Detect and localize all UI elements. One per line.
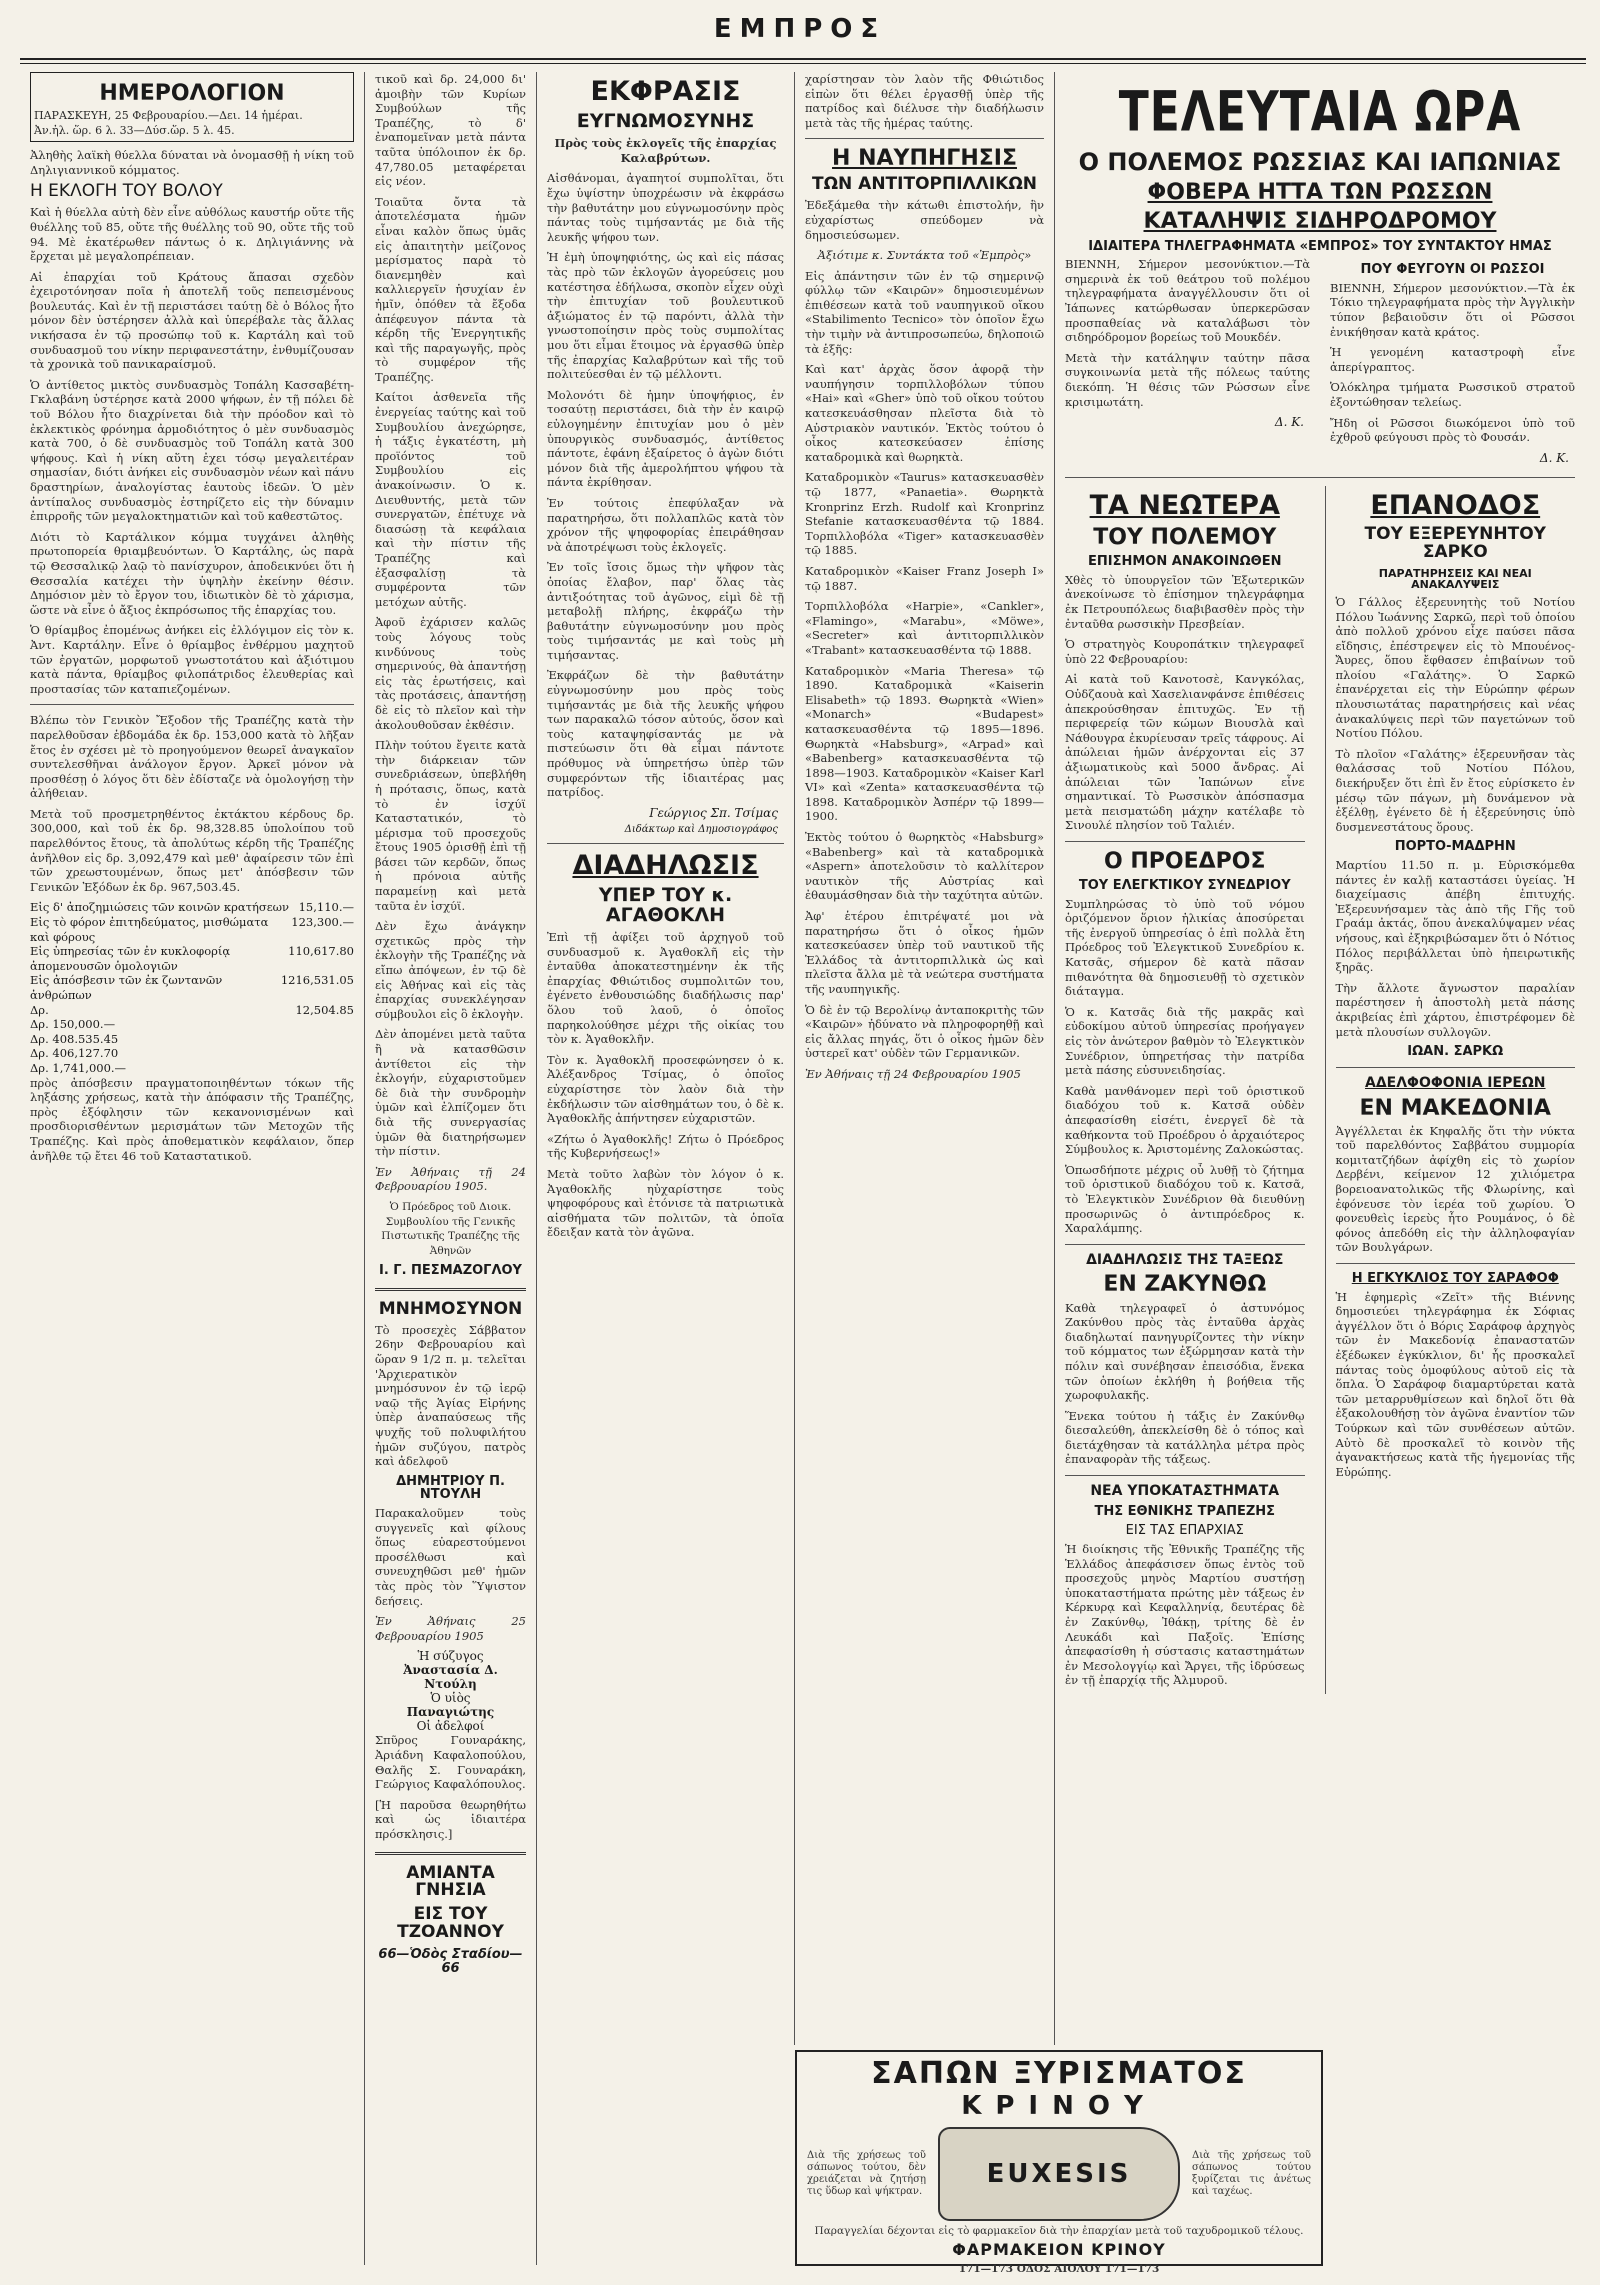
election-p3: Ὁ ἀντίθετος μικτὸς συνδυασμὸς Τοπάλη Κασσαβέτη-Γκλαβάνη ὑστέρησε κατὰ 2000 ψήφων, ἐν τῇ πόλει δὲ τοῦ Βόλου ἦτο διαχρίνεται διὰ τὴν πρόοδον καὶ τὸ ἐκλεκτικὸς φρόνημα ἀρμοδιότητος ὁ μὲν συνδυασμὸς κατὰ 700, ὁ δὲ συνδυασμὸς τοῦ Τοπάλη κατὰ 300 ψήφους. Καὶ ἡ νίκη αὕτη ἐχει τόσῳ μεγαλειτέραν σημασίαν, διότι ἀνήκει εἰς συνδυασμὸν νέων καὶ πάνυ δραστηρίων, ἀναλογίστας ἑαυτοὺς ἰδεῶν. Ὁ μὲν ἀντίπαλος συνδυασμὸς ἐστηρίζετο εἰς τὴν δύναμιν ἐπιρροῆς τῶν μεγαλοκτηματιῶν καὶ τοῦ καθεστῶτος. — [30, 377, 354, 524]
divider — [1336, 1263, 1576, 1264]
war-p2: Μετὰ τὴν κατάληψιν ταύτην πᾶσα συγκοινωνία μετὰ τῆς πόλεως ταύτης διεκόπη. Ἡ θέσις τῶν Ρώσσων εἶνε κρισιμωτάτη. — [1065, 350, 1310, 409]
railway-title: ΚΑΤΑΛΗΨΙΣ ΣΙΔΗΡΟΔΡΟΜΟΥ — [1143, 209, 1497, 235]
shipbuilding-intro: Ἐδεξάμεθα τὴν κάτωθι ἐπιστολήν, ἣν εὐχαρίστως σπεύδομεν νὰ δημοσιεύσωμεν. — [805, 198, 1044, 242]
soap-ad-body — [807, 2127, 1311, 2221]
war-title: Ο ΠΟΛΕΜΟΣ ΡΩΣΣΙΑΣ ΚΑΙ ΙΑΠΩΝΙΑΣ — [1078, 148, 1562, 177]
demonstration-p10: Μετὰ τοῦτο λαβὼν τὸν λόγον ὁ κ. Ἀγαθοκλῆς ηὐχαρίστησε τοὺς ψηφοφόρους καὶ ἐτόνισε τὰ πατριωτικὰ αἰσθήματα τῶν πολιτῶν, τὰ ὁποῖα ἔδειξαν κατὰ τὸν ἀγῶνα. — [547, 1166, 784, 1240]
memorial-note: [Ἡ παροῦσα θεωρηθήτω καὶ ὡς ἰδιαιτέρα πρόσκλησις.] — [375, 1797, 526, 1841]
bank-cont-p1: τικοῦ καὶ δρ. 24,000 δι' ἀμοιβὴν τῶν Κυρίων Συμβούλων τῆς Τραπέζης, τὸ δ' ἐναπομεῖναν μετὰ πάντα ταῦτα ὑπόλοιπον ἐκ δρ. 47,780.05 μεταφέρεται εἰς νέον. — [375, 72, 526, 189]
demonstration-title-2: ΥΠΕΡ ΤΟΥ κ. ΑΓΑΘΟΚΛΗ — [598, 884, 733, 927]
memorial-place: Ἐν Ἀθήναις 25 Φεβρουαρίου 1905 — [375, 1614, 526, 1643]
demonstration-p9: «Ζήτω ὁ Ἀγαθοκλῆς! Ζήτω ὁ Πρόεδρος τῆς Κυβερνήσεως!» — [547, 1131, 784, 1161]
soap-ad-left: Διὰ τῆς χρήσεως τοῦ σάπωνος τούτου, δὲν χρειάζεται νὰ ζητήσῃ τις ὕδωρ καὶ ψήκτραν. — [807, 2150, 926, 2197]
defeat-title: ΦΟΒΕΡΑ ΗΤΤΑ ΤΩΝ ΡΩΣΣΩΝ — [1147, 180, 1493, 206]
lower-col-left — [1065, 486, 1305, 1694]
election-p4: Διότι τὸ Καρτάλικον κόμμα τυγχάνει ἀληθὴς πρωτοπορεία θριαμβευόντων. Ὁ Καρτάλης, ὡς παρὰ τῷ Θεσσαλικῷ λαῷ τὸ πανίσχυρον, ἀποδεικνύει ὅτι ἡ Θεσσαλία κατέχει τὴν ὑψηλὴν ἐκείνην θέσιν. Δημόσιον μὲν τὸ ἔργον του, ἰδιωτικὸν δὲ τὸ χάρισμα, ὥστε νὰ εἶνε ὁ ἄξιος ἐκπρόσωπος τῆς ἐπαρχίας του. — [30, 529, 354, 617]
return-title-3: ΠΑΡΑΤΗΡΗΣΕΙΣ ΚΑΙ ΝΕΑΙ ΑΝΑΚΑΛΥΨΕΙΣ — [1378, 566, 1532, 592]
gratitude-title-2: ΕΥΓΝΩΜΟΣΥΝΗΣ — [576, 110, 755, 133]
flee-title: ΠΟΥ ΦΕΥΓΟΥΝ ΟΙ ΡΩΣΣΟΙ — [1360, 262, 1545, 278]
soap-ad-foot: Παραγγελίαι δέχονται εἰς τὸ φαρμακεῖον διὰ τὴν ἐπαρχίαν μετὰ τοῦ ταχυδρομικοῦ τέλους. — [814, 2225, 1304, 2237]
divider — [375, 1288, 526, 1291]
shipbuilding-title: Η ΝΑΥΠΗΓΗΣΙΣ — [832, 146, 1017, 172]
bank-p6: Βλέπω τὸν Γενικὸν Ἔξοδον τῆς Τραπέζης κατὰ τὴν παρελθοῦσαν ἑβδομάδα ἐκ δρ. 153,000 κατὰ τὸ λῆξαν ἔτος ἐν σχέσει μὲ τὸ προηγούμενον θεωρεῖ ἀναγκαῖον συντελεσθῆναι ἀνάλογον ἔργον. Ἀρκεῖ μόνον νὰ προσθέσῃ ὁ λόγος ὅτι δὲν ἐδίσταζε νὰ ὁμολογήσῃ τὴν ἀλήθειαν. — [30, 713, 354, 801]
divider — [1336, 1067, 1576, 1068]
bank-branches-p12: Ἡ διοίκησις τῆς Ἐθνικῆς Τραπέζης τῆς Ἑλλάδος ἀπεφάσισεν ὅπως ἐντὸς τοῦ προσεχοῦς μηνὸς Μαρτίου συστήσῃ ὑποκαταστήματα πρώτης μὲν τάξεως ἐν Κέρκυρᾳ καὶ Κεφαλληνίᾳ, δευτέρας δὲ ἐν Ζακύνθῳ, Ἰθάκῃ, τρίτης δὲ ἐν Λευκάδι καὶ Παξοῖς. Ἐπίσης ἀπεφασίσθη ἡ σύστασις καταστημάτων ἐν Μεσολογγίῳ καὶ Ἄργει, τῆς ἱδρύσεως ἐν τῇ ἐπαρχίᾳ τῆς Ἀλμυροῦ. — [1065, 1542, 1305, 1688]
president-title-2: ΤΟΥ ΕΛΕΓΚΤΙΚΟΥ ΣΥΝΕΔΡΙΟΥ — [1078, 878, 1291, 894]
porto-p8: Τὴν ἄλλοτε ἄγνωστον παραλίαν παρέστησεν ἡ ἀποστολὴ μετὰ πάσης ἀκριβείας ἐπὶ χάρτου, ἐπιστρέφομεν δὲ μετὰ πλουσίων συλλογῶν. — [1335, 980, 1575, 1039]
amianta-ad-title: ΑΜΙΑΝΤΑ ΓΝΗΣΙΑ — [406, 1862, 495, 1901]
divider — [547, 843, 784, 844]
demonstration-p7: Ἐπὶ τῇ ἀφίξει τοῦ ἀρχηγοῦ τοῦ συνδυασμοῦ κ. Ἀγαθοκλῆ εἰς τὴν ἐνταῦθα ἀποκατεστημένην ἐκ τῆς ἐπαρχίας Φθιώτιδος συμπολιτῶν του, ἐγένετο ἐνθουσιώδης διαδήλωσις παρ' ὅλου τοῦ λαοῦ, ὁ ὁποῖος παρηκολούθησε μέχρι τῆς οἰκίας του τὸν κ. Ἀγαθοκλῆν. — [547, 930, 784, 1047]
war-col-right — [1330, 257, 1575, 469]
lower-row — [1065, 486, 1575, 1694]
divider — [1065, 1244, 1305, 1245]
bank-branches-title: ΝΕΑ ΥΠΟΚΑΤΑΣΤΗΜΑΤΑ — [1090, 1483, 1280, 1500]
calendar-quote: Ἀληθὴς λαϊκὴ θύελλα δύναται νὰ ὀνομασθῇ ἡ νίκη τοῦ Δηλιγιαννικοῦ κόμματος. — [30, 148, 354, 177]
shipbuilding-p9: Ὁ δὲ ἐν τῷ Βερολίνῳ ἀνταποκριτὴς τῶν «Καιρῶν» ἠδύνατο νὰ πληροφορηθῇ καὶ εἰς ἄλλας πηγάς, ὅτι ὁ οἶκος ἡμῶν δὲν ὑστερεῖ κατ' οὐδὲν τῶν Γερμανικῶν. — [805, 1002, 1044, 1061]
flee-p3: Ὁλόκληρα τμήματα Ρωσσικοῦ στρατοῦ ἐξοντώθησαν τελείως. — [1330, 380, 1575, 409]
fratricide-title: ΑΔΕΛΦΟΦΟΝΙΑ ΙΕΡΕΩΝ — [1364, 1074, 1546, 1091]
soap-ad-address: 171—173 ΟΔΟΣ ΑΙΟΛΟΥ 171—173 — [958, 2263, 1160, 2275]
column-4 — [1055, 72, 1585, 2045]
ledger-row: Δρ. 408.535.45 — [30, 1031, 119, 1046]
bank-signer-title: Ὁ Πρόεδρος τοῦ Διοικ. Συμβουλίου τῆς Γενικῆς Πιστωτικῆς Τραπέζης τῆς Ἀθηνῶν — [381, 1200, 520, 1257]
memorial-name: ΔΗΜΗΤΡΙΟΥ Π. ΝΤΟΥΛΗ — [396, 1473, 505, 1503]
news-title-2: ΤΟΥ ΠΟΛΕΜΟΥ — [1093, 525, 1277, 551]
masthead — [0, 0, 1600, 60]
return-title-2: ΤΟΥ ΕΞΕΡΕΥΝΗΤΟΥ ΣΑΡΚΟ — [1364, 524, 1546, 562]
gratitude-p6: Ἐκφράζων δὲ τὴν βαθυτάτην εὐγνωμοσύνην μου πρὸς τοὺς τιμήσαντάς με διὰ τῆς λευκῆς ψήφου των παρακαλῶ τόσον αὐτούς, ὅσον καὶ τοὺς καταψηφίσαντάς με νὰ πιστεύωσιν ὅτι θὰ εἶμαι πάντοτε πρόθυμος νὰ ὑπηρετήσω ὑπὲρ τῶν συμφερόντων τῆς ἰδιαιτέρας μας πατρίδος. — [547, 668, 784, 800]
president-p7: Ὁ κ. Κατσᾶς διὰ τῆς μακρᾶς καὶ εὐδοκίμου αὐτοῦ ὑπηρεσίας προήγαγεν εἰς τὸν ἀνώτερον βαθμὸν τὸ Ἐλεγκτικὸν Συνέδριον, ὑπηρετήσας τὴν πατρίδα μετὰ πάσης εὐσυνειδησίας. — [1065, 1004, 1305, 1078]
ledger-row: Δρ. 1,741,000.— — [30, 1060, 127, 1075]
bank-cont-p3: Καίτοι ἀσθενεῖα τῆς ἐνεργείας ταύτης καὶ τοῦ Συμβουλίου ἀνεχώρησε, ἡ τάξις ἐγκατέστη, μὴ προϊόντος τοῦ Συμβουλίου εἰς ἀνακοίνωσιν. Ὁ κ. Διευθυντής, μετὰ τῶν συνεργατῶν, ἐπέτυχε νὰ διασώσῃ τὰ κεφάλαια καὶ τὴν πίστιν τῆς Τραπέζης καὶ ἐξασφαλίσῃ τὰ συμφέροντα τῶν μετόχων αὐτῆς. — [375, 390, 526, 609]
soap-brand: EUXESIS — [986, 2159, 1132, 2189]
divider — [1065, 1475, 1305, 1476]
bank-cont-p6: Δὲν ἔχω ἀνάγκην σχετικῶς πρὸς τὴν ἐκλογὴν τῆς Τραπέζης νὰ εἴπω ἀπόψεων, ἐν τῷ δὲ εἰς Ἀθήνας καὶ εἰς τὰς ἐπαρχίας συνεκλέγησαν σύμβουλοι εἰς ὃ ἐκλογὴν. — [375, 919, 526, 1021]
soap-ad — [795, 2050, 1323, 2275]
bank-cont-p7: Δὲν ἀπομένει μετὰ ταῦτα ἢ νὰ κατασθῶσιν ἀντίθετοι εἰς τὴν ἐκλογήν, εὐχαριστοῦμεν δὲ διὰ τὴν συνδρομὴν ὑμῶν καὶ ἐλπίζομεν ὅτι διὰ τῆς συνεργασίας ὑμῶν θὰ διατηρήσωμεν τὴν πίστιν. — [375, 1027, 526, 1159]
memorial-text2: Παρακαλοῦμεν τοὺς συγγενεῖς καὶ φίλους ὅπως εὐαρεστούμενοι προσέλθωσι καὶ συνευχηθῶσι μεθ' ἡμῶν τὰς πρὸς τὸν Ὕψιστον δεήσεις. — [375, 1506, 526, 1608]
soap-tube-icon — [938, 2127, 1180, 2221]
gratitude-signature: Γεώργιος Σπ. Τσίμας — [649, 805, 778, 820]
ledger-row: Δρ. 12,504.85 — [30, 1002, 354, 1017]
calendar-title: ΗΜΕΡΟΛΟΓΙΟΝ — [99, 81, 285, 106]
bank-branches-title-2: ΤΗΣ ΕΘΝΙΚΗΣ ΤΡΑΠΕΖΗΣ — [1094, 1503, 1276, 1519]
news-title: ΤΑ ΝΕΩΤΕΡΑ — [1089, 489, 1280, 521]
memorial-wife-label: Ἡ σύζυγος — [417, 1649, 484, 1664]
war-p1-sig: Δ. Κ. — [1274, 415, 1304, 430]
shipbuilding-p5: Τορπιλλοβόλα «Harpie», «Cankler», «Flamingo», «Marabu», «Möwe», «Secreter» καὶ ἀντιτορπιλλικὸν «Trabant» κατασκευασθέντα τῷ 1888. — [805, 599, 1044, 657]
bank-cont-p5: Πλὴν τούτου ἔγειτε κατὰ τὴν διάρκειαν τῶν συνεδριάσεων, ὑπεβλήθη ἡ πρότασις, ὅπως, κατὰ τὸ ἐν ἰσχύϊ Καταστατικόν, τὸ μέρισμα τοῦ προσεχοῦς ἔτους 1905 ὁρισθῇ ἐπὶ τῇ βάσει τῶν κερδῶν, ὅπως ἡ πρόνοια αὐτῆς παραμείνῃ καὶ μετὰ ταῦτα ἐν ἰσχύϊ. — [375, 738, 526, 913]
news-title-3: ΕΠΙΣΗΜΟΝ ΑΝΑΚΟΙΝΩΘΕΝ — [1088, 554, 1282, 570]
president-p9: Ὁπωσδήποτε μέχρις οὗ λυθῇ τὸ ζήτημα τοῦ ὁριστικοῦ διαδόχου τοῦ κ. Κατσᾶ, τὸ Ἐλεγκτικὸν Συνέδριον θὰ διευθύνῃ προσωρινῶς ὁ ἀντιπρόεδρος κ. Χαραλάμπης. — [1065, 1162, 1305, 1236]
shipbuilding-p6: Καταδρομικὸν «Maria Theresa» τῷ 1890. Καταδρομικὰ «Kaiserin Elisabeth» τῷ 1893. Θωρηκτὰ «Wien» «Monarch» «Budapest» κατασκευασθέντα τῷ 1895—1896. Θωρηκτὰ «Habsburg», «Arpad» καὶ «Babenberg» κατασκευασθέντα τῷ 1898—1903. Καταδρομικὸν «Kaiser Karl VI» καὶ «Zenta» κατασκευασθέντα τῷ 1898. Καταδρομικὸν Ἀσπέρν τῷ 1899—1900. — [805, 663, 1044, 824]
bank-p7: Μετὰ τοῦ προσμετρηθέντος ἐκτάκτου κέρδους δρ. 300,000, καὶ τοῦ ἐκ δρ. 98,328.85 ὑπολοίπου τοῦ παρελθόντος ἔτους, τὰ ἀπολύτως κέρδη τῆς Τραπέζης ἀνῆλθον εἰς δρ. 3,092,479 καὶ μεθ' ἀφαίρεσιν τῶν ἐπὶ τῶν χρεωστουμένων, ὅπως μετ' ἀπόσβεσιν τῶν Γενικῶν Ἐξόδων ἐκ δρ. 967,503.45. — [30, 806, 354, 894]
bank-place-date: Ἐν Ἀθήναις τῇ 24 Φεβρουαρίου 1905. — [375, 1164, 526, 1194]
bank-p8: πρὸς ἀπόσβεσιν πραγματοποιηθέντων τόκων τῆς ληξάσης χρήσεως, κατὰ τὴν ἀπόφασιν τῆς Τραπέζης, πρὸς ἐξόφλησιν τῶν κεκανονισμένων καὶ προσδιορισθέντων μερισμάτων τῶν Μετοχῶν τῆς Τραπέζης. Καὶ πρὸς ἀποθεματικὸν κεφάλαιον, ὅπερ ἀνῆλθε τῷ ἔτει 46 τοῦ Καταστατικοῦ. — [30, 1075, 354, 1163]
gratitude-p3: Μολονότι δὲ ἡμην ὑποψήφιος, ἐν τοσαύτῃ περιστάσει, διὰ τὴν ἐν καιρῷ εὐλογημένην ἐπιτυχίαν μου ὁ μὲν ὑπουργικὸς συνδυασμός, ἀντίθετος πάντοτε, ἐφάνη ἐξαίρετος ὁ ἀγὼν διότι μόνον διὰ τῆς ἀμερολήπτου ψήφου τὰ πάντα ἐκρίθησαν. — [547, 387, 784, 490]
news-p3: Χθὲς τὸ ὑπουργεῖον τῶν Ἐξωτερικῶν ἀνεκοίνωσε τὸ ἐπίσημον τηλεγράφημα ἐκ Πετρουπόλεως διαβιβασθὲν πρὸς τὴν ἐνταῦθα ρωσσικὴν Πρεσβείαν. — [1065, 572, 1305, 631]
memorial-son-label: Ὁ υἱὸς — [430, 1691, 471, 1706]
memorial-son: Παναγιώτης — [406, 1705, 495, 1720]
election-p2: Αἱ ἐπαρχίαι τοῦ Κράτους ἅπασαι σχεδὸν ἐχειροτόνησαν ποῖα ἡ ἀποτελῆ τοῦς πεπεισμένους βουλευτάς. Καὶ ἐν τῇ περιστάσει ταύτῃ δὲ ὁ Βόλος ἦτο μόνον δὲν ὑστέρησεν ἀλλὰ καὶ ὑπερέβαλε τὰς ἄλλας νικήσασα ἐν τῷ προσώπῳ τοῦ κ. Καρτάλη καὶ τοῦ συνδυασμοῦ του νίκην περιφανεστάτην, ἐνθυμίζουσαν τὰ χρονικὰ τοῦ πανικαραίσμοῦ. — [30, 269, 354, 372]
demonstration-p8: Τὸν κ. Ἀγαθοκλῆ προσεφώνησεν ὁ κ. Ἀλέξανδρος Τσίμας, ὁ ὁποῖος εὐχαρίστησε τὸν λαὸν διὰ τὴν ἐκδήλωσιν τῶν αἰσθημάτων του, ὁ δὲ κ. Ἀγαθοκλῆς ἀπήντησεν εὐχαριστῶν. — [547, 1052, 784, 1126]
ledger-row: Εἰς δ' ἀποζημιώσεις τῶν κοινῶν κρατήσεων 15,110.— — [30, 900, 354, 915]
porto-sig: ΙΩΑΝ. ΣΑΡΚΩ — [1407, 1044, 1504, 1060]
shipbuilding-p1: Εἰς ἀπάντησιν τῶν ἐν τῷ σημερινῷ φύλλῳ τῶν «Καιρῶν» δημοσιευμένων ἐπιθέσεων κατὰ τοῦ ναυπηγικοῦ οἴκου «Stabilimento Tecnico» τὸν ὁποῖον ἔχω τὴν τιμὴν νὰ ἀντιπροσωπεύω, δηλοποιῶ τὰ ἑξῆς: — [805, 268, 1044, 356]
president-p6: Συμπληρώσας τὸ ὑπὸ τοῦ νόμου ὁριζόμενον ὅριον ἡλικίας ἀποσύρεται τῆς ἐνεργοῦ ὑπηρεσίας ὁ ἐπὶ πολλὰ ἔτη Πρόεδρος τοῦ Ἐλεγκτικοῦ Συνεδρίου κ. Κατσᾶς, σήμερον δὲ κατὰ πᾶσαν πιθανότητα θὰ δημοσιευθῇ τὸ σχετικὸν διάταγμα. — [1065, 896, 1305, 999]
divider — [30, 704, 354, 705]
ledger-row: Δρ. 150,000.— — [30, 1017, 116, 1032]
sarafov-p10: Ἡ ἐφημερὶς «Ζεῖτ» τῆς Βιέννης δημοσιεύει τηλεγράφημα ἐκ Σόφιας ἀγγέλλον ὅτι ὁ Βόρις Σαράφοφ ἀρχηγὸς τῶν ἐν Μακεδονίᾳ ἐπαναστατῶν ἐξέδωκεν ἐγκύκλιον, δι' ἧς προσκαλεῖ πάντας τοὺς ὁμοφύλους αὐτοῦ εἰς τὰ ὅπλα. Ὁ Σαράφοφ διαμαρτύρεται κατὰ τῶν μεταρρυθμίσεων καὶ δηλοῖ ὅτι θὰ ἐξακολουθήσῃ τὸν ἀγῶνα ἐναντίον τῶν Τούρκων καὶ τῶν συνθέσεων αὐτῶν. Αὐτὸ δὲ προσκαλεῖ τὸ κοινὸν τῆς ἀγανακτήσεως κατὰ τῆς ἡγεμονίας τῆς Εὐρώπης. — [1335, 1289, 1575, 1479]
calendar-box — [30, 72, 354, 142]
election-p5: Ὁ θρίαμβος ἐπομένως ἀνήκει εἰς ἐλλόγιμον εἰς τὸν κ. Ἀντ. Καρτάλην. Εἶνε ὁ θρίαμβος ἐνθέρμου μαχητοῦ τῶν ἐργατῶν, μορφωτοῦ γνωστοτάτου καὶ ἀξιότιμου κατὰ πάντα, θρίαμβος φιλοπάτριδος ἐλευθερίας καὶ προστασίας τῶν καταπιεζομένων. — [30, 623, 354, 696]
calendar-sun: Ἀν.ἡλ. ὥρ. 6 λ. 33—Δύσ.ὥρ. 5 λ. 45. — [34, 123, 235, 137]
divider — [1065, 477, 1575, 478]
newspaper-name: ΕΜΠΡΟΣ — [713, 14, 887, 44]
memorial-wife: Ἀναστασία Δ. Ντούλη — [403, 1663, 498, 1692]
lower-col-right — [1325, 486, 1576, 1694]
porto-title: ΠΟΡΤΟ-ΜΑΔΡΗΝ — [1394, 839, 1516, 855]
column-3b — [795, 72, 1055, 2045]
bank-signer: Ι. Γ. ΠΕΣΜΑΖΟΓΛΟΥ — [379, 1263, 522, 1279]
shipbuilding-addr: Ἀξιότιμε κ. Συντάκτα τοῦ «Ἐμπρὸς» — [817, 248, 1032, 263]
shipbuilding-p7: Ἐκτὸς τούτου ὁ θωρηκτὸς «Habsburg» «Babenberg» καὶ τὰ καταδρομικὰ «Aspern» ἀποτελοῦσιν τὸ καλλίτερον ναυτικὸν τῆς Αὐστρίας καὶ ἐθαυμάσθησαν διὰ τὴν ταχύτητα αὐτῶν. — [805, 830, 1044, 903]
return-p5: Ὁ Γάλλος ἐξερευνητὴς τοῦ Νοτίου Πόλου Ἰωάννης Σαρκῶ, περὶ τοῦ ὁποίου ἀπὸ πολλοῦ χρόνου εἶχε παύσει πᾶσα εἴδησις, ἐπέστρεψεν εἰς τὸ Μπουένος-Ἄυρες, ὅπου ἔφθασεν ἐπιβαίνων τοῦ πλοίου «Γαλάτης». Ὁ Σαρκῶ ἐπανέρχεται εἰς τὴν Εὐρώπην φέρων πλουσιωτάτας παρατηρήσεις καὶ νέας ἀνακαλύψεις περὶ τῶν παγετώνων τοῦ Νοτίου Πόλου. — [1335, 594, 1575, 741]
fratricide-p9: Ἀγγέλλεται ἐκ Κηφαλῆς ὅτι τὴν νύκτα τοῦ παρελθόντος Σαββάτου συμμορία κομιτατζήδων ἀφίχθη εἰς τὸ χωρίον Δερβένι, κείμενον 12 χιλιόμετρα βορειοανατολικῶς τῆς Φλωρίνης, καὶ ἐφόνευσε τὸν ἱερέα τοῦ χωρίου. Ὁ φονευθεὶς ἱερεὺς ἦτο Ρουμάνος, ὁ δὲ φόνος ἀπεδόθη εἰς τὴν ἀλληλοφαγίαν τῶν Βουλγάρων. — [1335, 1123, 1575, 1255]
shipbuilding-place-date: Ἐν Ἀθήναις τῇ 24 Φεβρουαρίου 1905 — [805, 1066, 1021, 1081]
shipbuilding-p3: Καταδρομικὸν «Taurus» κατασκευασθὲν τῷ 1877, «Panaetia». Θωρηκτὰ Kronprinz Erzh. Rudolf καὶ Kronprinz Stefanie κατασκευασθέντα τῷ 1884. Τορπιλλοβόλα «Tiger» κατασκευασθὲν τῷ 1885. — [805, 470, 1044, 558]
flee-p4: Ἤδη οἱ Ρῶσσοι διωκόμενοι ὑπὸ τοῦ ἐχθροῦ φεύγουσι πρὸς τὸ Φουσάν. — [1330, 415, 1575, 445]
war-col-left — [1065, 257, 1310, 469]
gratitude-subtitle: Πρὸς τοὺς ἐκλογεῖς τῆς ἐπαρχίας Καλαβρύτων. — [554, 136, 777, 165]
ledger-row: Εἰς ὑπηρεσίας τῶν ἐν κυκλοφορίᾳ ἀπομενουσῶν ὁμολογιῶν 110,617.80 — [30, 944, 354, 973]
amianta-ad-sub: ΕΙΣ ΤΟΥ ΤΖΟΑΝΝΟΥ — [397, 1904, 504, 1943]
demonstration-title: ΔΙΑΔΗΛΩΣΙΣ — [572, 849, 759, 881]
bank-ledger — [30, 900, 354, 1075]
porto-p7: Μαρτίου 11.50 π. μ. Εὑρισκόμεθα πάντες ἐν καλῇ καταστάσει ὑγείας. Ἡ διαχείμασις ἀπέβη ἐπιτυχής. Ἐξερευνήσαμεν τὰς ἀπὸ τῆς Γῆς τοῦ Γραάμ ἀκτάς, ὅπου ἀνεκαλύψαμεν νέας νήσους, καὶ ἐξηκριβώσαμεν ὅτι ὁ Νότιος Πόλος περιβάλλεται ὑπὸ ἠπειρωτικῆς ξηρᾶς. — [1335, 858, 1575, 975]
last-hour-title: ΤΕΛΕΥΤΑΙΑ ΩΡΑ — [1118, 80, 1522, 145]
telegrams-title: ΙΔΙΑΙΤΕΡΑ ΤΗΛΕΓΡΑΦΗΜΑΤΑ «ΕΜΠΡΟΣ» ΤΟΥ ΣΥΝΤΑΚΤΟΥ ΗΜΑΣ — [1088, 238, 1552, 254]
war-row — [1065, 257, 1575, 469]
gratitude-p4: Ἐν τούτοις ἐπεφύλαξαν νὰ παρατηρήσω, ὅτι πολλαπλῶς κατὰ τὸν χρόνον τῆς ψηφοφορίας ἐπειράθησαν νὰ ἀποτρέψωσι τοὺς ἐκλογεῖς. — [547, 495, 784, 554]
election-heading: Η ΕΚΛΟΓΗ ΤΟΥ ΒΟΛΟΥ — [30, 181, 223, 202]
soap-ad-title: ΣΑΠΩΝ ΞΥΡΙΣΜΑΤΟΣ — [871, 2056, 1247, 2091]
return-title: ΕΠΑΝΟΔΟΣ — [1370, 489, 1541, 521]
soap-ad-subtitle: ΚΡΙΝΟΥ — [961, 2091, 1157, 2121]
masthead-rule-thin — [20, 63, 1586, 64]
column-1 — [20, 72, 365, 2265]
bank-branches-title-3: ΕΙΣ ΤΑΣ ΕΠΑΡΧΙΑΣ — [1125, 1523, 1244, 1539]
zakynthos-p11: Ἕνεκα τούτου ἡ τάξις ἐν Ζακύνθῳ διεσαλεύθη, ἀπεκλείσθη δὲ ὁ τόπος καὶ διετάχθησαν τὰ κατάλληλα μέτρα πρὸς ἐπαναφορὰν τῆς τάξεως. — [1065, 1408, 1305, 1467]
ledger-row: Εἰς τὸ φόρον ἐπιτηδεύματος, μισθώματα καὶ φόρους 123,300.— — [30, 915, 354, 944]
gratitude-p1: Αἰσθάνομαι, ἀγαπητοί συμπολῖται, ὅτι ἔχω ὑψίστην ὑποχρέωσιν νὰ ἐκφράσω τὴν βαθυτάτην μου εὐγνωμοσύνην πρὸς πάντας τοὺς τιμήσαντάς με διὰ τῆς λευκῆς ψήφου των. — [547, 171, 784, 244]
ledger-row: Εἰς ἀπόσβεσιν τῶν ἐκ ζωντανῶν ἀνθρώπων 1216,531.05 — [30, 973, 354, 1002]
divider — [1065, 841, 1305, 842]
memorial-text: Τὸ προσεχὲς Σάββατον 26ην Φεβρουαρίου καὶ ὥραν 9 1/2 π. μ. τελεῖται 'Ἀρχιερατικὸν μνημόσυνον ἐν τῷ ἱερῷ ναῷ τῆς Ἁγίας Εἰρήνης ὑπὲρ ἀναπαύσεως τῆς ψυχῆς τοῦ πολυφιλήτου ἡμῶν συζύγου, πατρὸς καὶ ἀδελφοῦ — [375, 1322, 526, 1469]
fratricide-title-2: ΕΝ ΜΑΚΕΔΟΝΙΑ — [1359, 1095, 1551, 1121]
zakynthos-title-2: ΕΝ ΖΑΚΥΝΘΩ — [1103, 1272, 1267, 1298]
demonstration-cont: χαρίστησαν τὸν λαὸν τῆς Φθιώτιδος εἰπὼν ὅτι θέλει ἐργασθῇ ὑπὲρ τῆς πατρίδος καὶ διέλυσε τὴν διαδήλωσιν μετὰ τὰς τῆς ἡμέρας ταύτης. — [805, 72, 1044, 130]
gratitude-p2: Ἡ ἐμὴ ὑποψηφιότης, ὡς καὶ εἰς πάσας τὰς πρὸ τῶν ἐκλογῶν ἀγορεύσεις μου κατέστησα ἐδήλωσα, σκοπὸν εἶχεν οὐχὶ τὴν ἐπιτυχίαν τοῦ βουλευτικοῦ ἀξιώματος ἐν τῷ παρόντι, ἀλλὰ τὴν γνωστοποίησιν πρὸς τοὺς συμπολίτας μου ὅτι εἶμαι ἕτοιμος νὰ ἐργασθῶ ὑπὲρ τῆς ἐπαρχίας Καλαβρύτων καὶ τῆς τοῦ πολιτεύεσθαι ἐν τῷ μέλλοντι. — [547, 250, 784, 382]
election-p1: Καὶ ἡ θύελλα αὐτὴ δὲν εἶνε αὐθόλως καυστήρ οὔτε τῆς θυέλλης τοῦ 85, οὔτε τῆς θυέλλης τοῦ 90, οὔτε τῆς τοῦ 94. Μὲ ἑκατέρωθεν πάντως ὁ κ. Δηλιγιάννης νὰ ἔρχεται μὲ μεγαλοπρέπειαν. — [30, 205, 354, 264]
memorial-brothers-label: Οἱ ἀδελφοί — [416, 1719, 485, 1734]
sarafov-title: Η ΕΓΚΥΚΛΙΟΣ ΤΟΥ ΣΑΡΑΦΟΦ — [1351, 1270, 1559, 1286]
divider — [375, 1852, 526, 1855]
bank-cont-p2: Τοιαῦτα ὄντα τὰ ἀποτελέσματα ἡμῶν εἶναι καλὸν ὅπως ὑμᾶς εἰς ἀπαιτητὴν μείζονος μερίσματος παρὰ τὸ διανεμηθὲν καὶ καλλιεργεῖν ἡσυχίαν ἐν ἡμῖν, ὁπόθεν τὰ ἔξοδα ἀπέφευγον πάντα τὰ κέρδη τῆς Ἐνεργητικῆς καὶ τῆς παραγωγῆς, πρὸς τὸ συμφέρον τῆς Τραπέζης. — [375, 194, 526, 384]
news-p4: Ὁ στρατηγὸς Κουροπάτκιν τηλεγραφεῖ ὑπὸ 22 Φεβρουαρίου: — [1065, 637, 1305, 666]
zakynthos-p10: Καθὰ τηλεγραφεῖ ὁ ἀστυνόμος Ζακύνθου πρὸς τὰς ἐνταῦθα ἀρχὰς διαδηλωταί πανηγυρίζοντες τὴν νίκην τοῦ κόμματος των ἐξώρμησαν κατὰ τὴν πόλιν καὶ συνέβησαν ἐπεισόδια, ἕνεκα τῶν ὁποίων ἐκλήθη ἡ βοήθεια τῆς χωροφυλακῆς. — [1065, 1300, 1305, 1403]
president-p8: Καθὰ μανθάνομεν περὶ τοῦ ὁριστικοῦ διαδόχου τοῦ κ. Κατσᾶ οὐδὲν ἀπεφασίσθη εἰσέτι, ἐνεργεῖ δὲ τὰ καθήκοντα τοῦ Προέδρου ὁ ἀρχαιότερος Σύμβουλος κ. Ἀριστομένης Ζαλοκώστας. — [1065, 1083, 1305, 1157]
return-p6: Τὸ πλοῖον «Γαλάτης» ἐξερευνῆσαν τὰς θαλάσσας τοῦ Νοτίου Πόλου, διεκήρυξεν ὅτι ἐπὶ ἔν ἔτος εὑρίσκετο ἐν μέσῳ τῶν πάγων, μὴ δυνάμενον νὰ ἐξέλθῃ, ἐγένετο δὲ ἡ ἐξερεύνησις ὑπὸ δυσμενεστάτους ὅρους. — [1335, 746, 1575, 834]
column-3a — [537, 72, 795, 2045]
shipbuilding-p4: Καταδρομικὸν «Kaiser Franz Joseph I» τῷ 1887. — [805, 563, 1044, 593]
bank-cont-p4: Ἀφοῦ ἐχάρισεν καλῶς τοὺς λόγους τοὺς κινδύνους τοὺς σημερινούς, θὰ ἀπαντήσῃ εἰς τὰς ἐρωτήσεις, καὶ τὰς προτάσεις, ἀπαντήσῃ δὲ εἰς τὸ πλεῖον καὶ τὴν ἀκολουθοῦσαν ἐκθέσιν. — [375, 615, 526, 732]
amianta-ad-address: 66—Ὁδὸς Σταδίου—66 — [378, 1946, 523, 1976]
column-2 — [365, 72, 537, 2265]
memorial-title: ΜΝΗΜΟΣΥΝΟΝ — [378, 1298, 523, 1319]
gratitude-signature-sub: Διδάκτωρ καὶ Δημοσιογράφος — [624, 823, 778, 835]
divider — [805, 138, 1044, 139]
calendar-date: ΠΑΡΑΣΚΕΥΗ, 25 Φεβρουαρίου.—Δει. 14 ἡμέραι. — [34, 109, 303, 123]
president-title: Ο ΠΡΟΕΔΡΟΣ — [1103, 848, 1266, 874]
soap-ad-shop: ΦΑΡΜΑΚΕΙΟΝ ΚΡΙΝΟΥ — [952, 2240, 1166, 2259]
shipbuilding-p2: Καὶ κατ' ἀρχὰς ὅσον ἀφορᾷ τὴν ναυπήγησιν τορπιλλοβόλων τύπου «Hai» καὶ «Gher» ὑπὸ τοῦ οἴκου τούτου κατεσκευάσθησαν πλεῖστα διὰ τὸ Αὐστριακὸν ναυτικόν. Ἐκτὸς τούτου ὁ οἶκος κατεσκεύασεν ἐπίσης καταδρομικὰ καὶ θωρηκτὰ. — [805, 362, 1044, 464]
flee-p1: ΒΙΕΝΝΗ, Σήμερον μεσονύκτιον.—Τὰ ἐκ Τόκιο τηλεγραφήματα πρὸς τὴν Ἀγγλικὴν τύπον βεβαιοῦσιν ὅτι οἱ Ρῶσσοι ἐνικήθησαν κατὰ κράτος. — [1330, 280, 1575, 339]
gratitude-title: ΕΚΦΡΑΣΙΣ — [590, 76, 741, 107]
gratitude-p5: Ἐν τοῖς ἴσοις ὅμως τὴν ψῆφον τὰς ὁποίας ἔλαβον, παρ' ὅλας τὰς ἀντιξοότητας τοῦ ἀγῶνος, εἰμὶ δὲ τῇ μεταβολῇ πλήρης, ἐκφράζω τὴν βαθυτάτην εὐγνωμοσύνην μου πρὸς τοὺς τιμήσαντάς με καὶ τοὺς μὴ τιμήσαντας. — [547, 560, 784, 662]
ledger-row: Δρ. 406,127.70 — [30, 1046, 119, 1061]
shipbuilding-title-2: ΤΩΝ ΑΝΤΙΤΟΡΠΙΛΛΙΚΩΝ — [811, 174, 1038, 195]
flee-sig: Δ. Κ. — [1539, 450, 1569, 465]
war-p1: ΒΙΕΝΝΗ, Σήμερον μεσονύκτιον.—Τὰ σημερινὰ ἐκ τοῦ θεάτρου τοῦ πολέμου τηλεγραφήματα ἀναγγέλλουσιν ὅτι οἱ Ἰάπωνες κατώρθωσαν ὑπερκερῶσαν προσπαθείας νὰ καταλάβωσι τὸν σιδηρόδρομον βορείως τοῦ Μουκδέν. — [1065, 257, 1310, 345]
shipbuilding-p8: Ἀφ' ἑτέρου ἐπιτρέψατέ μοι νὰ παρατηρήσω ὅτι ὁ οἶκος ἡμῶν κατεσκεύασεν ὑπὲρ τοῦ ναυτικοῦ τῆς Ἑλλάδος τὰ ἀντιτορπιλλικὰ ὡς καὶ πλεῖστα ἄλλα μὲ τὰ νεώτερα συστήματα τῆς ναυπηγικῆς. — [805, 909, 1044, 996]
zakynthos-title: ΔΙΑΔΗΛΩΣΙΣ ΤΗΣ ΤΑΞΕΩΣ — [1086, 1251, 1284, 1268]
masthead-rule — [20, 58, 1586, 60]
memorial-brothers: Σπῦρος Γουναράκης, Ἀριάδνη Καφαλοπούλου, Θαλῆς Σ. Γουναράκη, Γεώργιος Καφαλόπουλος. — [375, 1733, 526, 1792]
soap-ad-right: Διὰ τῆς χρήσεως τοῦ σάπωνος τούτου ξυρίζεται τις ἀνέτως καὶ ταχέως. — [1192, 2150, 1311, 2197]
flee-p2: Ἡ γενομένη καταστροφὴ εἶνε ἀπερίγραπτος. — [1330, 345, 1575, 374]
news-p5: Αἱ κατὰ τοῦ Κανοτοσὲ, Κανγκόλας, Οὐδζαουὰ καὶ Χασελιανφάνσε ἐπιθέσεις ἀπεκρούσθησαν ἐπιτυχῶς. Ἐν τῇ περιφερείᾳ τῶν κώμων Βιουσλὰ καὶ Νάθουγρα ἐκυρίευσαν τρεῖς τάφρους. Αἱ ἀπώλειαι ἡμῶν ἀνέρχονται εἰς 37 ἀξιωματικοὺς καὶ 5000 ἄνδρας. Αἱ ἀπώλειαι τῶν Ἰαπώνων εἶνε σημαντικαί. Τὸ Ρωσσικὸν ἀπόσπασμα μετὰ πεισματώδη μάχην κατέλαβε τὸ Σινουλέ πλησίον τοῦ Ταλιέν. — [1065, 672, 1305, 833]
